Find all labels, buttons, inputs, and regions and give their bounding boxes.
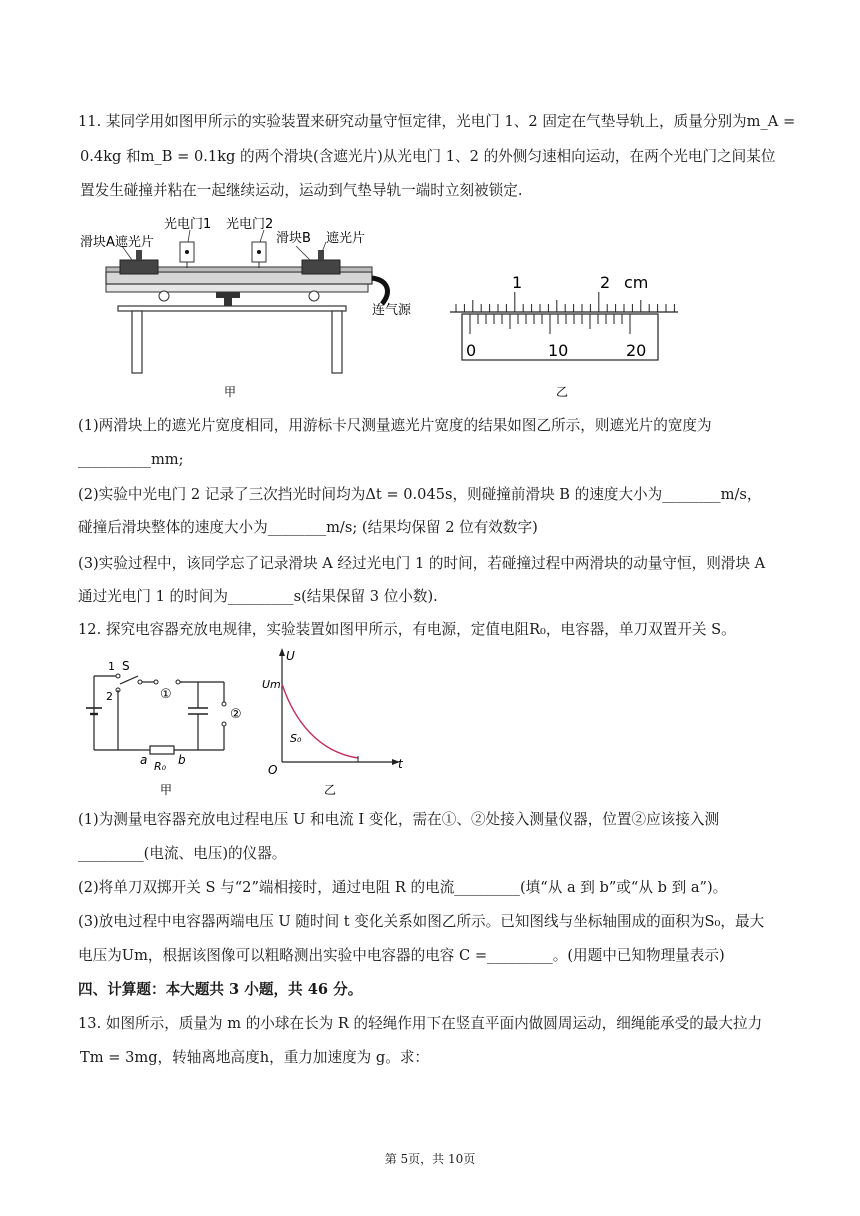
shade-b-label: 遮光片 xyxy=(326,231,366,246)
q11-part3-line-2: 通过光电门 1 的时间为_________s(结果保留 3 位小数). xyxy=(78,588,438,605)
q11-line-2: 0.4kg 和m_B = 0.1kg 的两个滑块(含遮光片)从光电门 1、2 的外侧匀速相向运动，在两个光电门之间某位 xyxy=(80,148,776,165)
q11-part1-line-1: (1)两滑块上的遮光片宽度相同，用游标卡尺测量遮光片宽度的结果如图乙所示，则遮光片的宽度为 xyxy=(78,417,712,434)
q12-line-1: 12. 探究电容器充放电规律，实验装置如图甲所示，有电源，定值电阻R₀，电容器，单刀双置开关 S。 xyxy=(78,621,736,638)
vernier-caliper-figure xyxy=(446,268,686,404)
q13-line-2: Tm = 3mg，转轴离地高度h，重力加速度为 g。求： xyxy=(80,1049,430,1066)
section-4-heading: 四、计算题：本大题共 3 小题，共 46 分。 xyxy=(78,981,363,998)
vernier-20: 20 xyxy=(626,341,647,360)
air-source-label: 连气源 xyxy=(372,303,412,318)
position-2: ② xyxy=(230,707,242,722)
terminal-2: 2 xyxy=(106,690,113,703)
q11-part2-line-2: 碰撞后滑块整体的速度大小为________m/s; (结果均保留 2 位有效数字) xyxy=(78,519,538,536)
air-track-figure xyxy=(76,212,432,404)
main-scale-1: 1 xyxy=(512,273,523,292)
circuit-caption: 甲 xyxy=(160,783,173,797)
origin-label: O xyxy=(268,763,278,777)
q11-line-1: 11. 某同学用如图甲所示的实验装置来研究动量守恒定律，光电门 1、2 固定在气垫导轨上，质量分别为m_A = xyxy=(78,113,796,130)
q11-part3-line-1: (3)实验过程中，该同学忘了记录滑块 A 经过光电门 1 的时间，若碰撞过程中两滑块的动量守恒，则滑块 A xyxy=(78,555,766,572)
page-footer: 第 5页，共 10页 xyxy=(384,1152,476,1166)
t-axis-label: t xyxy=(398,757,403,771)
graph-caption: 乙 xyxy=(324,783,337,797)
q11-line-3: 置发生碰撞并粘在一起继续运动，运动到气垫导轨一端时立刻被锁定. xyxy=(80,182,523,199)
figure-b-caption: 乙 xyxy=(556,385,569,399)
main-scale-ticks xyxy=(456,292,674,312)
slider-b-label: 滑块B xyxy=(276,231,311,246)
point-b: b xyxy=(178,753,186,767)
gate-1-label: 光电门1 xyxy=(164,217,212,232)
q12-part1-line-1: (1)为测量电容器充放电过程电压 U 和电流 I 变化，需在①、②处接入测量仪器，位置②应该接入测 xyxy=(78,811,720,828)
q13-line-1: 13. 如图所示，质量为 m 的小球在长为 R 的轻绳作用下在竖直平面内做圆周运动，细绳能承受的最大拉力 xyxy=(78,1015,763,1032)
figure-a-caption: 甲 xyxy=(224,385,237,399)
circuit-figure xyxy=(80,650,260,800)
q11-part2-line-1: (2)实验中光电门 2 记录了三次挡光时间均为Δt = 0.045s，则碰撞前滑块 B 的速度大小为________m/s， xyxy=(78,486,762,503)
q12-part2-line-1: (2)将单刀双掷开关 S 与“2”端相接时，通过电阻 R 的电流_________(填“从 a 到 b”或“从 b 到 a”)。 xyxy=(78,879,728,896)
vernier-0: 0 xyxy=(466,341,477,360)
um-label: Um xyxy=(262,678,281,691)
voltage-time-graph xyxy=(258,644,408,800)
main-scale-2: 2 xyxy=(600,273,611,292)
q11-part1-line-2: __________mm; xyxy=(78,451,184,468)
u-axis-label: U xyxy=(286,649,295,663)
slider-a-label: 滑块A遮光片 xyxy=(80,235,154,250)
unit-label: cm xyxy=(624,273,649,292)
vernier-10: 10 xyxy=(548,341,569,360)
q12-part1-line-2: _________(电流、电压)的仪器。 xyxy=(78,845,287,862)
switch-label: S xyxy=(122,659,130,673)
q12-part3-line-2: 电压为Um，根据该图像可以粗略测出实验中电容器的电容 C =_________。(用题中已知物理量表示) xyxy=(78,947,725,964)
q12-part3-line-1: (3)放电过程中电容器两端电压 U 随时间 t 变化关系如图乙所示。已知图线与坐标轴围成的面积为S₀，最大 xyxy=(78,913,765,930)
resistor-label: R₀ xyxy=(154,760,167,773)
point-a: a xyxy=(140,753,148,767)
s0-label: S₀ xyxy=(290,732,302,745)
terminal-1: 1 xyxy=(108,660,115,673)
position-1: ① xyxy=(160,687,172,702)
gate-2-label: 光电门2 xyxy=(226,217,274,232)
